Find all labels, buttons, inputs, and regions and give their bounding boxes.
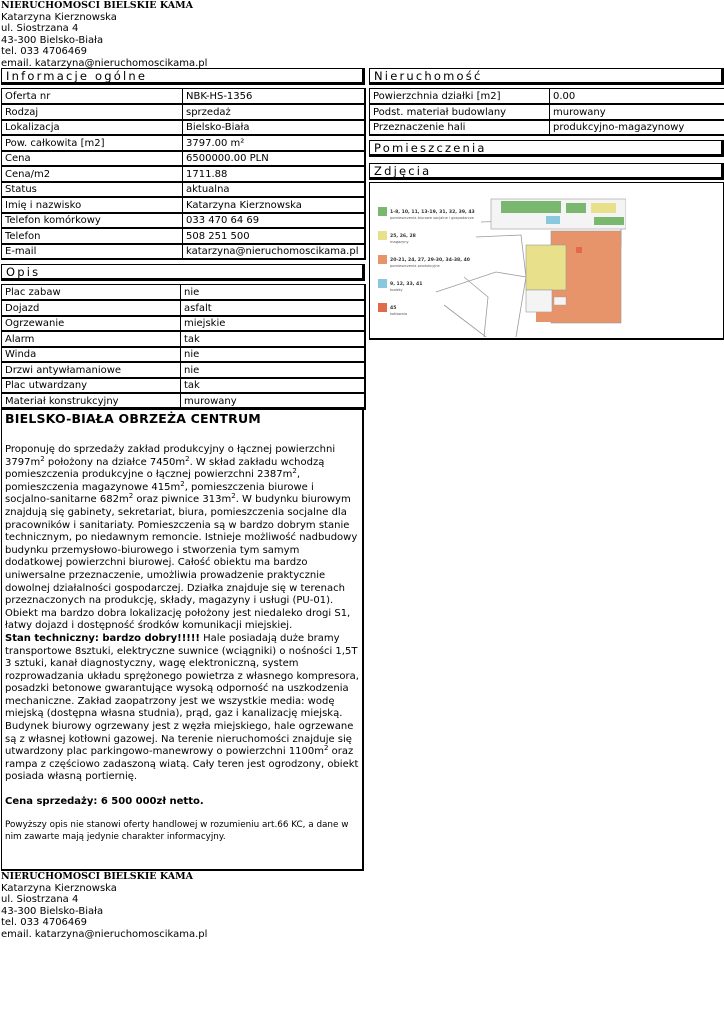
disclaimer-note: Powyższy opis nie stanowi oferty handlowej w rozumieniu art.66 KC, a dane w nim zawarte mają jedynie charakter informacyjny.: [5, 820, 349, 843]
description-paragraph-2: Hale posiadają duże bramy transportowe 8sztuki, elektryczne suwnice (wciągniki) o nośności 1,5T 3 sztuki, kanał diagnostyczny, wagę elektroniczną, system rozprowadzania układu sprężonego powietrza z własnego kompresora, posadzki betonowe gwarantujące wysoką odporność na uszkodzenia mechaniczne. Zakład zaopatrzony jest we wszystkie media: wodę miejską (dostępna własna studnia), prąd, gaz i kanalizację miejską. Budynek biurowy ogrzewany jest z węzła miejskiego, hale ogrzewane są z własnej kotłowni gazowej. Na terenie nieruchomości znajduje się utwardzony plac parkingowo-manewrowy o powierzchni $1100m^2$ oraz rampa z częściowo zadaszoną wiatą. Cały teren jest ogrodzony, obiekt posiada własną portiernię.: [5, 632, 359, 783]
opis-row: [2, 331, 365, 347]
floor-plan-image[interactable]: [376, 187, 626, 337]
legend-swatch: [378, 255, 387, 264]
opis-label: Materiał konstrukcyjny: [2, 393, 181, 409]
general-info-value: 508 251 500: [183, 228, 365, 244]
agency-phone: tel. 033 4706469: [1, 917, 88, 928]
agency-email: email. katarzyna@nieruchomoscikama.pl: [1, 928, 208, 940]
legend-label: 45: [390, 306, 397, 311]
opis-label: Drzwi antywłamaniowe: [2, 362, 181, 378]
opis-label: Plac utwardzany: [2, 378, 181, 394]
general-section-title: Informacje ogólne: [1, 68, 365, 85]
general-info-value: Katarzyna Kierznowska: [183, 197, 365, 213]
general-info-row: [2, 244, 365, 260]
opis-value: miejskie: [181, 316, 365, 332]
general-info-row: [2, 197, 365, 213]
general-info-label: Telefon komórkowy: [2, 213, 183, 229]
general-info-label: Imię i nazwisko: [2, 197, 183, 213]
property-value: murowany: [550, 104, 724, 120]
property-row: [370, 89, 724, 105]
property-table: [369, 88, 724, 136]
general-info-value: 6500000.00 PLN: [183, 151, 365, 167]
legend-sublabel: kotłownia: [390, 312, 408, 316]
description-paragraph-1: Proponuję do sprzedaży zakład produkcyjny o łącznej powierzchni $3797m^2$ położony na działce $7450m^2$. W skład zakładu wchodzą pomieszczenia produkcyjne o łącznej powierzchni $2387m^2$, pomieszczenia magazynowe $415m^2$, pomieszczenia biurowe i socjalno-sanitarne $682m^2$ oraz piwnice $313m^2$. W budynku biurowym znajdują się gabinety, sekretariat, biura, pomieszczenia socjalne dla pracowników i sanitariaty. Pomieszczenia są w bardzo dobrym stanie technicznym, po niedawnym remoncie. Istnieje możliwość nadbudowy budynku przemysłowo-biurowego i stworzenia tym samym dodatkowej powierzchni biurowej. Całość obiektu ma bardzo uniwersalne przeznaczenie, umożliwia prowadzenie praktycznie dowolnej działalności gospodarczej. Działka znajduje się w terenach przeznaczonych na produkcję, składy, magazyny i usługi (PU-01). Obiekt ma bardzo dobra lokalizację położony jest niedaleko drogi S1, łatwy dojazd i dostępność środków komunikacji miejskiej.: [5, 444, 358, 632]
opis-row: [2, 362, 365, 378]
general-info-table: [1, 88, 366, 260]
general-info-value: 3797.00 m²: [183, 135, 365, 151]
plan-production-hall: [526, 231, 621, 323]
general-info-label: E-mail: [2, 244, 183, 260]
general-info-label: Pow. całkowita [m2]: [2, 135, 183, 151]
legend-sublabel: magazyny: [390, 240, 409, 244]
opis-row: [2, 347, 365, 363]
description-title: BIELSKO-BIAŁA OBRZEŻA CENTRUM: [5, 411, 261, 426]
agency-street: ul. Siostrzana 4: [1, 894, 79, 905]
legend-swatch: [378, 207, 387, 216]
general-info-row: [2, 135, 365, 151]
tech-state-label: Stan techniczny: bardzo dobry!!!!!: [5, 632, 200, 644]
opis-value: nie: [181, 285, 365, 301]
general-info-row: [2, 151, 365, 167]
opis-label: Dojazd: [2, 300, 181, 316]
opis-row: [2, 285, 365, 301]
opis-value: tak: [181, 378, 365, 394]
opis-row: [2, 300, 365, 316]
rooms-section-title: Pomieszczenia: [369, 140, 724, 157]
legend-swatch: [378, 303, 387, 312]
opis-label: Winda: [2, 347, 181, 363]
opis-row: [2, 316, 365, 332]
general-info-row: [2, 182, 365, 198]
general-info-row: [2, 120, 365, 136]
opis-label: Alarm: [2, 331, 181, 347]
property-value: 0.00: [550, 89, 724, 105]
general-info-label: Cena/m2: [2, 166, 183, 182]
legend-swatch: [378, 279, 387, 288]
legend-swatch: [378, 231, 387, 240]
property-row: [370, 104, 724, 120]
legend-sublabel: pomieszczenia produkcyjne: [390, 264, 440, 268]
agency-footer: [1, 871, 207, 940]
opis-row: [2, 378, 365, 394]
general-info-label: Rodzaj: [2, 104, 183, 120]
general-info-label: Oferta nr: [2, 89, 183, 105]
agency-street: ul. Siostrzana 4: [1, 23, 79, 34]
agency-city: 43-300 Bielsko-Biała: [1, 34, 104, 46]
sale-price: Cena sprzedaży: 6 500 000zł netto.: [5, 796, 204, 808]
floor-plan-legend: [378, 207, 475, 316]
property-section-title: Nieruchomość: [369, 68, 724, 85]
general-info-label: Status: [2, 182, 183, 198]
opis-label: Plac zabaw: [2, 285, 181, 301]
general-info-label: Telefon: [2, 228, 183, 244]
opis-value: nie: [181, 347, 365, 363]
property-label: Powierzchnia działki [m2]: [370, 89, 550, 105]
property-value: produkcyjno-magazynowy: [550, 120, 724, 136]
agency-person: Katarzyna Kierznowska: [1, 11, 117, 23]
agency-name: NIERUCHOMOŚCI BIELSKIE KAMA: [1, 0, 193, 11]
agency-header: [1, 0, 207, 69]
agency-email: email. katarzyna@nieruchomoscikama.pl: [1, 57, 208, 69]
general-info-value: sprzedaż: [183, 104, 365, 120]
legend-label: 1-8, 10, 11, 13-19, 31, 32, 39, 43: [390, 210, 475, 215]
opis-section-title: Opis: [1, 264, 365, 281]
agency-person: Katarzyna Kierznowska: [1, 882, 117, 894]
property-label: Podst. materiał budowlany: [370, 104, 550, 120]
general-info-row: [2, 89, 365, 105]
opis-value: asfalt: [181, 300, 365, 316]
opis-table: [1, 284, 366, 410]
agency-city: 43-300 Bielsko-Biała: [1, 905, 104, 917]
general-info-value: NBK-HS-1356: [183, 89, 365, 105]
general-info-value: aktualna: [183, 182, 365, 198]
photo-gallery: [369, 182, 724, 340]
legend-label: 9, 12, 33, 41: [390, 282, 423, 287]
opis-value: murowany: [181, 393, 365, 409]
description-box: [1, 407, 364, 871]
general-info-value: Bielsko-Biała: [183, 120, 365, 136]
property-label: Przeznaczenie hali: [370, 120, 550, 136]
legend-sublabel: pomieszczenia biurowe socjalne i gospodarcze: [390, 216, 474, 220]
general-info-label: Lokalizacja: [2, 120, 183, 136]
general-info-value: katarzyna@nieruchomoscikama.pl: [183, 244, 365, 260]
general-info-value: 1711.88: [183, 166, 365, 182]
general-info-row: [2, 213, 365, 229]
general-info-row: [2, 228, 365, 244]
general-info-row: [2, 104, 365, 120]
description-text: [5, 444, 359, 784]
opis-label: Ogrzewanie: [2, 316, 181, 332]
opis-value: tak: [181, 331, 365, 347]
general-info-label: Cena: [2, 151, 183, 167]
opis-value: nie: [181, 362, 365, 378]
agency-phone: tel. 033 4706469: [1, 46, 88, 57]
legend-label: 25, 26, 28: [390, 234, 416, 239]
legend-sublabel: toalety: [390, 288, 403, 292]
property-row: [370, 120, 724, 136]
general-info-value: 033 470 64 69: [183, 213, 365, 229]
legend-label: 20-21, 24, 27, 29-30, 34-38, 40: [390, 258, 470, 263]
plan-office-block: [491, 199, 626, 229]
photos-section-title: Zdjęcia: [369, 163, 724, 180]
general-info-row: [2, 166, 365, 182]
agency-name: NIERUCHOMOŚCI BIELSKIE KAMA: [1, 871, 193, 882]
